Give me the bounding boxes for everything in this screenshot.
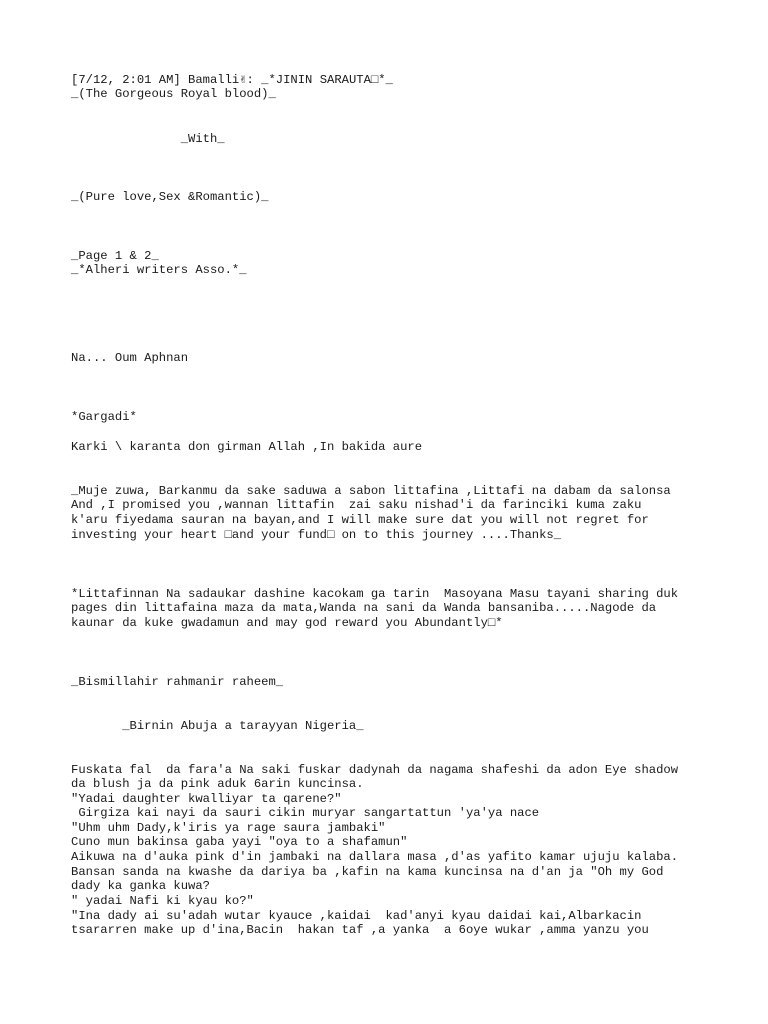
story-line: Bansan sanda na kwashe da dariya ba ,kafin na kama kuncinsa na d'an ja "Oh my God: [71, 865, 664, 879]
story-line: "Uhm uhm Dady,k'iris ya rage saura jambaki": [71, 821, 386, 835]
location-line: _Birnin Abuja a tarayyan Nigeria_: [71, 719, 364, 733]
paragraph-line: investing your heart □and your fund□ on to this journey ....Thanks_: [71, 528, 562, 542]
page-label: _Page 1 & 2_: [71, 249, 159, 263]
story-line: Cuno mun bakinsa gaba yayi "oya to a shafamun": [71, 835, 408, 849]
chat-header-line: [7/12, 2:01 AM] Bamalli✌: _*JININ SARAUTA□*_: [71, 73, 393, 87]
genre-line: _(Pure love,Sex &Romantic)_: [71, 190, 269, 204]
paragraph-line: _Muje zuwa, Barkanmu da sake saduwa a sabon littafina ,Littafi na dabam da salonsa: [71, 484, 671, 498]
warning-heading: *Gargadi*: [71, 410, 137, 424]
story-line: dady ka ganka kuwa?: [71, 879, 210, 893]
bismillah-line: _Bismillahir rahmanir raheem_: [71, 675, 284, 689]
warning-text: Karki \ karanta don girman Allah ,In bakida aure: [71, 440, 423, 454]
paragraph-line: And ,I promised you ,wannan littafin zai saku nishad'i da farinciki kuma zaku: [71, 498, 642, 512]
story-line: da blush ja da pink aduk 6arin kuncinsa.: [71, 777, 364, 791]
book-subtitle: _(The Gorgeous Royal blood)_: [71, 87, 276, 101]
with-line: _With_: [71, 132, 225, 146]
paragraph-line: *Littafinnan Na sadaukar dashine kacokam ga tarin Masoyana Masu tayani sharing duk: [71, 587, 679, 601]
story-line: "Ina dady ai su'adah wutar kyauce ,kaidai kad'anyi kyau daidai kai,Albarkacin: [71, 909, 642, 923]
paragraph-line: pages din littafaina maza da mata,Wanda na sani da Wanda bansaniba.....Nagode da: [71, 601, 657, 615]
paragraph-line: kaunar da kuke gwadamun and may god reward you Abundantly□*: [71, 616, 503, 630]
paragraph-line: k'aru fiyedama sauran na bayan,and I will make sure dat you will not regret for: [71, 513, 649, 527]
story-line: " yadai Nafi ki kyau ko?": [71, 894, 254, 908]
story-line: Girgiza kai nayi da sauri cikin muryar sangartattun 'ya'ya nace: [71, 806, 540, 820]
story-line: tsararren make up d'ina,Bacin hakan taf ,a yanka a 6oye wukar ,amma yanzu you: [71, 923, 649, 937]
story-line: Aikuwa na d'auka pink d'in jambaki na dallara masa ,d'as yafito kamar ujuju kalaba.: [71, 850, 679, 864]
story-line: Fuskata fal da fara'a Na saki fuskar dadynah da nagama shafeshi da adon Eye shadow: [71, 763, 679, 777]
author-line: Na... Oum Aphnan: [71, 351, 189, 365]
story-line: "Yadai daughter kwalliyar ta qarene?": [71, 792, 342, 806]
association-line: _*Alheri writers Asso.*_: [71, 263, 247, 277]
